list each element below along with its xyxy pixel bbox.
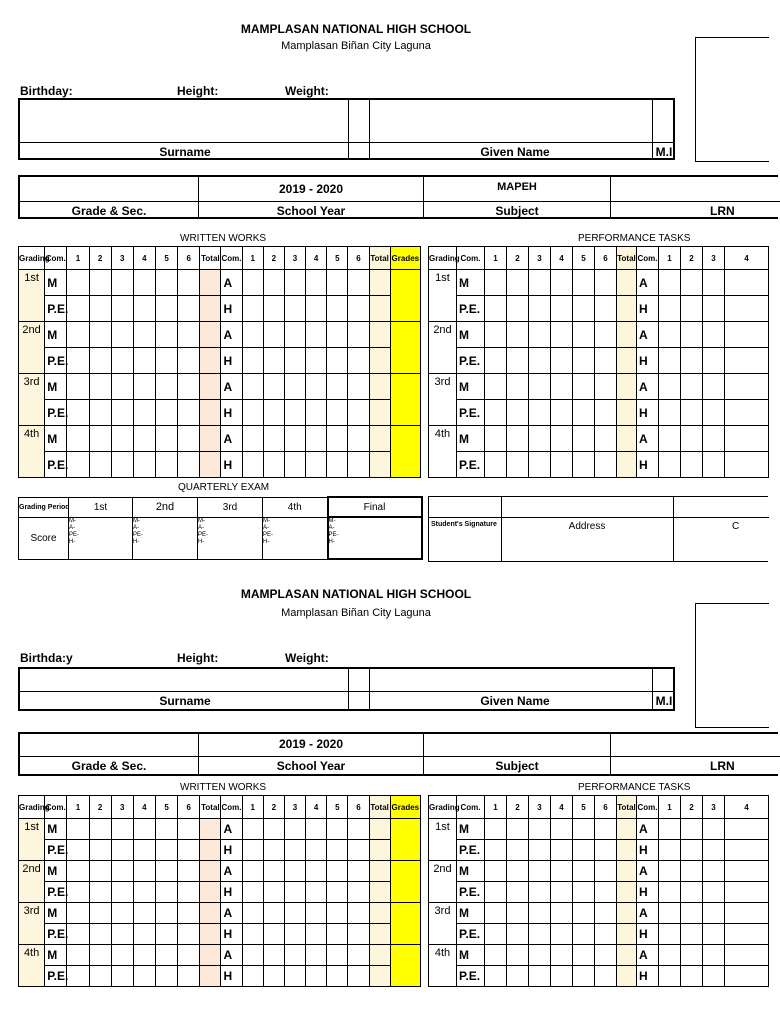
col-header: 1 <box>67 247 89 270</box>
component-label: A <box>221 861 242 882</box>
quarter-label: 3rd <box>429 903 457 945</box>
component-label: A <box>637 374 659 400</box>
subject-label: Subject <box>495 759 539 773</box>
quarter-label: 2nd <box>19 861 45 903</box>
signature-box <box>428 496 768 562</box>
surname-label: Surname <box>159 145 211 159</box>
component-label: M <box>457 322 485 348</box>
component-label: H <box>637 882 659 903</box>
col-header: 6 <box>348 796 369 819</box>
col-header: 6 <box>178 796 200 819</box>
col-header: 2 <box>89 247 111 270</box>
quarter-label: 3rd <box>19 903 45 945</box>
component-label: M <box>457 270 485 296</box>
col-header: 1 <box>485 796 507 819</box>
component-label: M <box>45 374 67 400</box>
col-header: 6 <box>348 247 369 270</box>
col-header: 2 <box>263 796 284 819</box>
score-cell: M- A- PE- H- <box>69 517 133 559</box>
com-header: Com. <box>221 796 242 819</box>
col-header: 5 <box>573 796 595 819</box>
component-label: A <box>637 903 659 924</box>
component-label: M <box>45 903 67 924</box>
score-cell: M- A- PE- H- <box>263 517 328 559</box>
subject-value: MAPEH <box>497 181 537 193</box>
col-header: 4 <box>133 796 155 819</box>
grade-sec-label: Grade & Sec. <box>71 759 147 773</box>
col-header: 5 <box>155 247 177 270</box>
mi-label: M.I <box>655 145 673 159</box>
performance-tasks-table <box>428 246 769 478</box>
component-label: A <box>221 945 242 966</box>
component-label: H <box>637 348 659 374</box>
total-header: Total <box>369 796 390 819</box>
com-header: Com. <box>45 247 67 270</box>
col-header: 2 <box>507 247 529 270</box>
component-label: P.E. <box>457 924 485 945</box>
component-label: H <box>637 452 659 478</box>
col-header: 4 <box>725 247 769 270</box>
col-header: 1 <box>659 796 681 819</box>
component-label: H <box>221 966 242 987</box>
component-label: H <box>221 840 242 861</box>
col-header: 3 <box>284 247 305 270</box>
component-label: M <box>45 861 67 882</box>
component-label: M <box>457 903 485 924</box>
component-label: P.E. <box>45 452 67 478</box>
quarter-label: 4th <box>429 945 457 987</box>
component-label: P.E. <box>457 966 485 987</box>
score-cell: M- A- PE- H- <box>133 517 198 559</box>
class-info-box <box>18 732 778 776</box>
col-header: 4 <box>551 247 573 270</box>
written-works-table <box>18 246 421 478</box>
performance-tasks-title: PERFORMANCE TASKS <box>578 233 691 244</box>
quarter-label: 1st <box>429 270 457 322</box>
component-label: H <box>221 400 242 426</box>
component-label: P.E. <box>45 924 67 945</box>
col-header: 2 <box>507 796 529 819</box>
lrn-label: LRN <box>710 759 735 773</box>
component-label: M <box>45 945 67 966</box>
component-label: A <box>221 426 242 452</box>
grading-header: Grading <box>429 247 457 270</box>
component-label: P.E. <box>457 348 485 374</box>
col-header: 1 <box>242 796 263 819</box>
total-header: Total <box>200 247 221 270</box>
school-year-label: School Year <box>276 204 346 218</box>
component-label: H <box>221 348 242 374</box>
grading-header: Grading <box>429 796 457 819</box>
component-label: H <box>221 296 242 322</box>
component-label: M <box>45 270 67 296</box>
component-label: A <box>221 819 242 840</box>
component-label: H <box>637 296 659 322</box>
col-header: 3 <box>703 796 725 819</box>
school-name: MAMPLASAN NATIONAL HIGH SCHOOL <box>240 22 472 36</box>
component-label: A <box>221 903 242 924</box>
component-label: H <box>221 924 242 945</box>
quarter-label: 4th <box>19 945 45 987</box>
performance-tasks-table <box>428 795 769 987</box>
address-label: Address <box>568 521 606 532</box>
component-label: P.E. <box>45 882 67 903</box>
col-header: 5 <box>327 247 348 270</box>
com-header: Com. <box>457 796 485 819</box>
score-cell: M- A- PE- H- <box>198 517 263 559</box>
component-label: M <box>45 426 67 452</box>
component-label: P.E. <box>45 400 67 426</box>
weight-label: Weight: <box>285 84 329 98</box>
col-header: 5 <box>573 247 595 270</box>
quarter-label: 1st <box>429 819 457 861</box>
subject-label: Subject <box>495 204 539 218</box>
total-header: Total <box>617 247 637 270</box>
component-label: M <box>457 374 485 400</box>
col-header: 4 <box>551 796 573 819</box>
component-label: H <box>221 882 242 903</box>
mi-label: M.I <box>655 694 673 708</box>
given-name-label: Given Name <box>480 694 550 708</box>
component-label: H <box>637 966 659 987</box>
written-works-table <box>18 795 421 987</box>
component-label: P.E. <box>45 296 67 322</box>
total-header: Total <box>200 796 221 819</box>
col-header: 2 <box>681 247 703 270</box>
quarter-label: 3rd <box>19 374 45 426</box>
score-cell: M- A- PE- H- <box>328 517 422 559</box>
component-label: M <box>457 819 485 840</box>
col-header: 4 <box>306 796 327 819</box>
component-label: P.E. <box>457 296 485 322</box>
component-label: P.E. <box>457 840 485 861</box>
weight-label: Weight: <box>285 651 329 665</box>
height-label: Height: <box>177 651 219 665</box>
component-label: P.E. <box>45 966 67 987</box>
birthday-label: Birthday: <box>20 84 73 98</box>
written-works-title: WRITTEN WORKS <box>180 782 267 793</box>
signature-label: Student's Signature <box>431 521 497 528</box>
school-year-label: School Year <box>276 759 346 773</box>
final-header: Final <box>328 497 422 517</box>
component-label: A <box>637 322 659 348</box>
quarter-label: 2nd <box>429 322 457 374</box>
col-header: 6 <box>595 796 617 819</box>
component-label: A <box>637 819 659 840</box>
name-box <box>18 667 675 711</box>
component-label: M <box>45 322 67 348</box>
quarter-label: 2nd <box>429 861 457 903</box>
quarterly-exam-table <box>18 496 423 560</box>
col-header: 4 <box>133 247 155 270</box>
col-header: 4 <box>725 796 769 819</box>
school-year-value: 2019 - 2020 <box>278 737 344 751</box>
component-label: A <box>637 426 659 452</box>
com-header: Com. <box>637 247 659 270</box>
col-header: 3 <box>284 796 305 819</box>
component-label: P.E. <box>45 348 67 374</box>
col-header: 1 <box>67 796 89 819</box>
written-works-title: WRITTEN WORKS <box>180 233 267 244</box>
com-header: Com. <box>45 796 67 819</box>
quarter-label: 2nd <box>19 322 45 374</box>
quarter-label: 1st <box>19 819 45 861</box>
col-header: 3 <box>529 247 551 270</box>
component-label: M <box>457 861 485 882</box>
performance-tasks-title: PERFORMANCE TASKS <box>578 782 691 793</box>
grades-header: Grades <box>390 247 420 270</box>
component-label: A <box>221 270 242 296</box>
school-year-value: 2019 - 2020 <box>278 182 344 196</box>
name-box <box>18 98 675 160</box>
birthday-label: Birthda:y <box>20 651 73 665</box>
col-header: 1 <box>242 247 263 270</box>
col-header: 5 <box>155 796 177 819</box>
period-header: 1st <box>69 497 133 517</box>
grading-period-header: Grading Period <box>19 497 69 517</box>
given-name-label: Given Name <box>480 145 550 159</box>
col-header: 2 <box>263 247 284 270</box>
component-label: P.E. <box>457 882 485 903</box>
com-header: Com. <box>637 796 659 819</box>
component-label: H <box>637 400 659 426</box>
quarter-label: 4th <box>429 426 457 478</box>
component-label: A <box>221 322 242 348</box>
com-header: Com. <box>221 247 242 270</box>
total-header: Total <box>617 796 637 819</box>
col-header: 3 <box>111 247 133 270</box>
height-label: Height: <box>177 84 219 98</box>
score-label: Score <box>19 517 69 559</box>
component-label: A <box>221 374 242 400</box>
component-label: A <box>637 861 659 882</box>
period-header: 2nd <box>133 497 198 517</box>
component-label: A <box>637 945 659 966</box>
school-name: MAMPLASAN NATIONAL HIGH SCHOOL <box>240 587 472 601</box>
component-label: M <box>45 819 67 840</box>
col-header: 3 <box>529 796 551 819</box>
period-header: 4th <box>263 497 328 517</box>
component-label: H <box>637 840 659 861</box>
com-header: Com. <box>457 247 485 270</box>
grade-sec-label: Grade & Sec. <box>71 204 147 218</box>
component-label: P.E. <box>457 452 485 478</box>
class-info-box <box>18 175 778 219</box>
grades-header: Grades <box>390 796 420 819</box>
component-label: A <box>637 270 659 296</box>
col-header: 1 <box>659 247 681 270</box>
photo-box <box>695 37 769 162</box>
component-label: P.E. <box>45 840 67 861</box>
photo-box <box>695 603 769 728</box>
col-header: 1 <box>485 247 507 270</box>
col-header: 5 <box>327 796 348 819</box>
grading-header: Grading <box>19 247 45 270</box>
quarter-label: 4th <box>19 426 45 478</box>
period-header: 3rd <box>198 497 263 517</box>
surname-label: Surname <box>159 694 211 708</box>
total-header: Total <box>369 247 390 270</box>
lrn-label: LRN <box>710 204 735 218</box>
quarter-label: 1st <box>19 270 45 322</box>
component-label: H <box>221 452 242 478</box>
col-header: 3 <box>703 247 725 270</box>
col-header: 6 <box>595 247 617 270</box>
component-label: M <box>457 945 485 966</box>
grading-header: Grading <box>19 796 45 819</box>
quarterly-exam-title: QUARTERLY EXAM <box>178 482 270 493</box>
col-header: 2 <box>681 796 703 819</box>
col-header: 2 <box>89 796 111 819</box>
cut-label: C <box>732 521 740 532</box>
col-header: 3 <box>111 796 133 819</box>
school-address: Mamplasan Biñan City Laguna <box>281 40 431 52</box>
school-address: Mamplasan Biñan City Laguna <box>281 607 431 619</box>
component-label: H <box>637 924 659 945</box>
component-label: P.E. <box>457 400 485 426</box>
component-label: M <box>457 426 485 452</box>
col-header: 6 <box>178 247 200 270</box>
quarter-label: 3rd <box>429 374 457 426</box>
col-header: 4 <box>306 247 327 270</box>
